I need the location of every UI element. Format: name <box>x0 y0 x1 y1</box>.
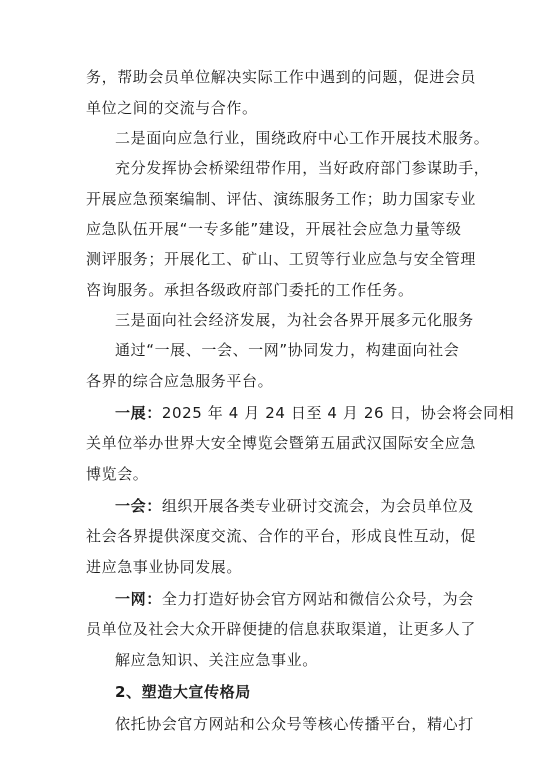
section-heading: 2、塑造大宣传格局 <box>115 683 251 701</box>
text-line-22: 依托协会官方网站和公众号等核心传播平台，精心打 <box>115 715 474 733</box>
text-line-1: 务，帮助会员单位解决实际工作中遇到的问题，促进会员 <box>86 68 477 86</box>
text-line-16: 社会各界提供深度交流、合作的平台，形成良性互动，促 <box>86 527 477 545</box>
text-line-14: 博览会。 <box>86 465 149 483</box>
text-line-18: 一网：全力打造好协会官方网站和微信公众号，为会 <box>115 590 474 608</box>
text-line-12: 一展：2025 年 4 月 24 日至 4 月 26 日，协会将会同相 <box>115 404 515 422</box>
text-line-11: 各界的综合应急服务平台。 <box>86 372 274 390</box>
text-line-2: 单位之间的交流与合作。 <box>86 99 258 117</box>
text-line-15: 一会：组织开展各类专业研讨交流会，为会员单位及 <box>115 497 474 515</box>
label-yiwang: 一网： <box>115 590 162 608</box>
text-line-5: 开展应急预案编制、评估、演练服务工作；助力国家专业 <box>86 190 477 208</box>
text-line-8: 咨询服务。承担各级政府部门委托的工作任务。 <box>86 281 414 299</box>
label-yizhan: 一展： <box>115 404 162 422</box>
text-line-13: 关单位举办世界大安全博览会暨第五届武汉国际安全应急 <box>86 434 477 452</box>
text-line-17: 进应急事业协同发展。 <box>86 558 243 576</box>
text-line-20: 解应急知识、关注应急事业。 <box>115 651 318 669</box>
text-line-3: 二是面向应急行业，围绕政府中心工作开展技术服务。 <box>115 129 490 147</box>
text-line-9: 三是面向社会经济发展，为社会各界开展多元化服务 <box>115 311 474 329</box>
text-line-19: 员单位及社会大众开辟便捷的信息获取渠道，让更多人了 <box>86 620 477 638</box>
label-yihui: 一会： <box>115 497 162 515</box>
text-line-7: 测评服务；开展化工、矿山、工贸等行业应急与安全管理 <box>86 250 477 268</box>
text-line-4: 充分发挥协会桥梁纽带作用，当好政府部门参谋助手， <box>115 159 490 177</box>
text-line-10: 通过“一展、一会、一网”协同发力，构建面向社会 <box>115 341 460 359</box>
text-line-6: 应急队伍开展“一专多能”建设，开展社会应急力量等级 <box>86 220 462 238</box>
